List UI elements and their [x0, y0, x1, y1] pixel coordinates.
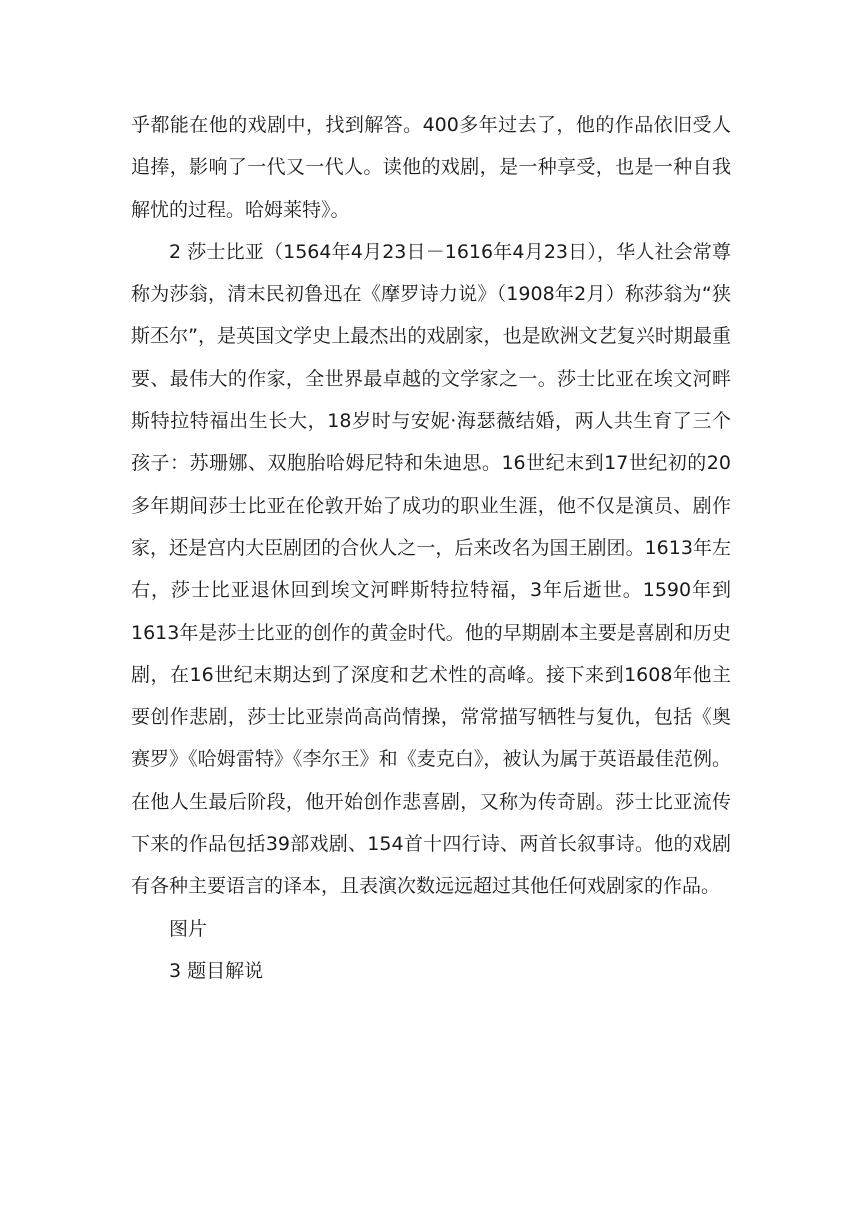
paragraph-continuation: 乎都能在他的戏剧中，找到解答。400多年过去了，他的作品依旧受人追捧，影响了一代又一代人。读他的戏剧，是一种享受，也是一种自我解忧的过程。哈姆莱特》。 — [131, 114, 731, 221]
section-heading: 3 题目解说 — [169, 959, 264, 982]
document-body — [131, 104, 731, 992]
image-caption-label: 图片 — [169, 917, 208, 940]
paragraph-shakespeare-bio: 2 莎士比亚（1564年4月23日－1616年4月23日），华人社会常尊称为莎翁，清末民初鲁迅在《摩罗诗力说》（1908年2月）称莎翁为“狭斯丕尔”，是英国文学史上最杰出的戏剧家，也是欧洲文艺复兴时期最重要、最伟大的作家，全世界最卓越的文学家之一。莎士比亚在埃文河畔斯特拉特福出生长大，18岁时与安妮·海瑟薇结婚，两人共生育了三个孩子：苏珊娜、双胞胎哈姆尼特和朱迪思。16世纪末到17世纪初的20多年期间莎士比亚在伦敦开始了成功的职业生涯，他不仅是演员、剧作家，还是宫内大臣剧团的合伙人之一，后来改名为国王剧团。1613年左右，莎士比亚退休回到埃文河畔斯特拉特福，3年后逝世。1590年到1613年是莎士比亚的创作的黄金时代。他的早期剧本主要是喜剧和历史剧，在16世纪末期达到了深度和艺术性的高峰。接下来到1608年他主要创作悲剧，莎士比亚崇尚高尚情操，常常描写牺牲与复仇，包括《奥赛罗》《哈姆雷特》《李尔王》和《麦克白》，被认为属于英语最佳范例。在他人生最后阶段，他开始创作悲喜剧，又称为传奇剧。莎士比亚流传下来的作品包括39部戏剧、154首十四行诗、两首长叙事诗。他的戏剧有各种主要语言的译本，且表演次数远远超过其他任何戏剧家的作品。 — [131, 240, 731, 898]
